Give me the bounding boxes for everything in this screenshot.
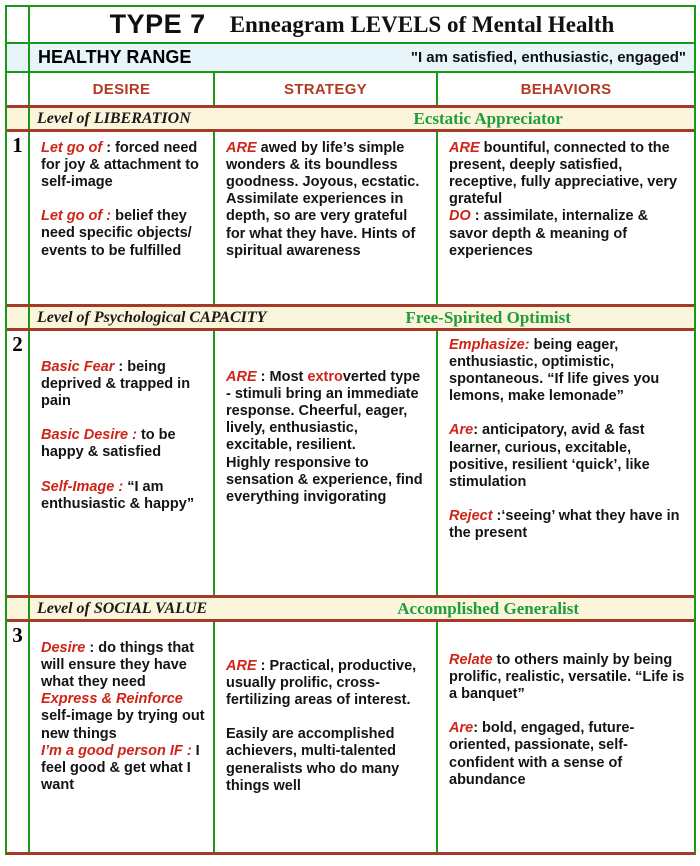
healthy-range-row [7,44,694,73]
level-header-social-value [7,595,694,622]
level-header-psychological-capacity [7,304,694,331]
level-1-desire-cell: Let go of : forced need for joy & attachment to self-image Let go of : belief they need specific objects/ events to be fulfilled [30,132,215,304]
level-3-strategy-cell: ARE : Practical, productive, usually prolific, cross-fertilizing areas of interest. Easily are accomplished achievers, multi-talented generalists who do many things well [215,622,438,852]
level-1-strategy-cell: ARE awed by life’s simple wonders & its boundless goodness. Joyous, ecstatic. Assimilate experiences in depth, so are very grateful for what they have. Hints of spiritual awareness [215,132,438,304]
left-spacer-cell [7,307,30,328]
column-header-row [7,73,694,105]
left-spacer-cell [7,598,30,619]
page-title: Enneagram LEVELS of Mental Health [229,11,615,37]
level-number: 2 [7,331,30,595]
left-spacer-cell [7,44,30,71]
healthy-range-label: HEALTHY RANGE [38,47,192,67]
level-header-cell [30,307,694,328]
level-3-desire-cell: Desire : do things that will ensure they have what they need Express & Reinforce self-image by trying out new things I’m a good person IF : I feel good & get what I want [30,622,215,852]
level-name: Level of Psychological CAPACITY [37,308,267,326]
level-header-liberation [7,105,694,132]
level-number: 1 [7,132,30,304]
level-name: Level of LIBERATION [37,109,191,127]
level-name: Level of SOCIAL VALUE [37,599,208,617]
title-cell [30,7,694,42]
level-3-behaviors-cell: Relate to others mainly by being prolific, realistic, versatile. “Life is a banquet” Are: bold, engaged, future-oriented, passionate, self-confident with a sense of abundance [449,652,685,788]
level-2-behaviors-cell: Emphasize: being eager, enthusiastic, optimistic, spontaneous. “If life gives you lemons, make lemonade” Are: anticipatory, avid & fast learner, curious, excitable, positive, resilient ‘quick’, like stimulation Reject :‘seeing’ what they have in the present [449,337,680,541]
level-2-row [7,331,694,595]
level-3-row [7,622,694,852]
level-nickname: Accomplished Generalist [397,598,580,618]
healthy-range-quote: "I am satisfied, enthusiastic, engaged" [410,49,686,66]
level-number: 3 [7,622,30,852]
column-header-behaviors: BEHAVIORS [520,80,612,98]
level-nickname: Free-Spirited Optimist [405,307,571,327]
enneagram-levels-table [5,5,696,855]
left-spacer-cell [7,7,30,42]
type-label: TYPE 7 [109,9,206,39]
left-spacer-cell [7,108,30,129]
healthy-range-cell [30,44,694,71]
column-header-desire: DESIRE [30,73,215,105]
level-nickname: Ecstatic Appreciator [413,108,563,128]
level-1-behaviors-cell: ARE bountiful, connected to the present, deeply satisfied, receptive, fully appreciative, very grateful DO : assimilate, internalize & savor depth & meaning of experiences [449,140,678,259]
left-spacer-cell [7,73,30,105]
level-2-strategy-cell: ARE : Most extroverted type - stimuli bring an immediate response. Cheerful, eager, lively, enthusiastic, excitable, resilient. Highly responsive to sensation & experience, find everything invigorating [215,331,438,595]
level-1-row [7,132,694,304]
level-2-desire-cell: Basic Fear : being deprived & trapped in pain Basic Desire : to be happy & satisfied Self-Image : “I am enthusiastic & happy” [30,331,215,595]
level-header-cell [30,108,694,129]
title-row [7,7,694,44]
column-header-strategy: STRATEGY [215,73,438,105]
level-header-cell [30,598,694,619]
